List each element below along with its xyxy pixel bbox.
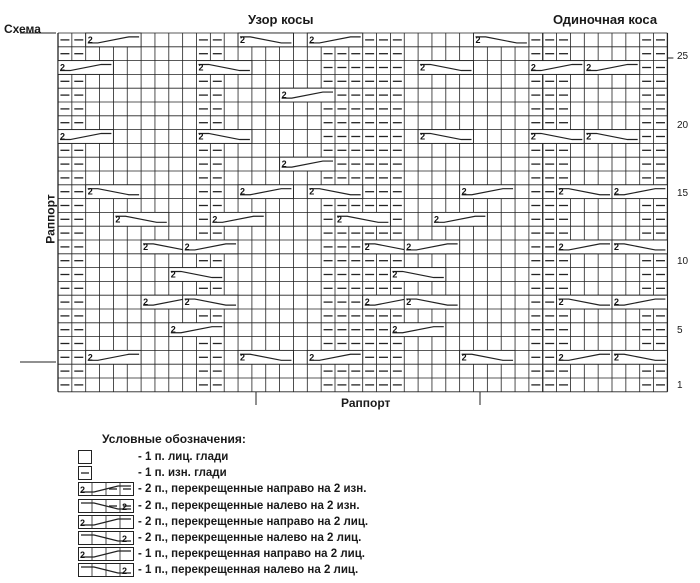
cable-cross-symbol	[557, 295, 612, 309]
legend-item-c1-left-knit	[78, 562, 638, 578]
stitch-count-label: 2	[586, 62, 592, 73]
cable-cross-symbol	[169, 268, 224, 282]
stitch-count-label: 2	[586, 131, 592, 142]
cable-cross-symbol	[612, 350, 667, 364]
stitch-count-label: 2	[364, 241, 370, 252]
stitch-count-label: 2	[240, 186, 246, 197]
cable-cross-symbol	[390, 268, 445, 282]
row-number: 1	[677, 380, 683, 391]
stitch-count-label: 2	[558, 297, 564, 308]
stitch-count-label: 2	[461, 186, 467, 197]
stitch-count-label: 2	[558, 241, 564, 252]
stitch-count-label: 2	[281, 90, 287, 101]
cable-cross-symbol	[169, 323, 224, 337]
cable-cross-symbol	[238, 185, 293, 199]
purl-stitch-icon	[78, 466, 134, 480]
cable-cross-symbol	[557, 240, 612, 254]
row-number: 5	[677, 325, 683, 336]
stitch-count-label: 2	[240, 34, 246, 45]
cable-cross-symbol	[307, 350, 362, 364]
stitch-count-label: 2	[281, 159, 287, 170]
stitch-count-label: 2	[60, 62, 66, 73]
legend-label: - 1 п., перекрещенная налево на 2 лиц.	[138, 564, 359, 577]
stitch-count-label: 2	[614, 186, 620, 197]
cable-cross-symbol	[612, 240, 667, 254]
cable-cross-symbol	[238, 350, 293, 364]
stitch-count-label: 2	[392, 269, 398, 280]
stitch-count-label: 2	[309, 186, 315, 197]
legend-item-c2-right-knit	[78, 514, 638, 530]
stitch-count-label: 2	[406, 241, 412, 252]
legend-label: - 1 п., перекрещенная направо на 2 лиц.	[138, 548, 365, 561]
cable-cross-symbol	[86, 33, 141, 47]
stitch-count-label: 2	[80, 517, 86, 528]
stitch-count-label: 2	[87, 186, 93, 197]
stitch-count-label: 2	[143, 297, 149, 308]
legend-item-c2-left-purl	[78, 498, 638, 514]
stitch-count-label: 2	[122, 534, 128, 545]
cross-right-knit-icon	[78, 515, 134, 529]
stitch-count-label: 2	[309, 352, 315, 363]
legend-label: - 2 п., перекрещенные налево на 2 изн.	[138, 499, 360, 512]
cable-cross-symbol	[390, 323, 445, 337]
cable-cross-symbol	[197, 130, 252, 144]
cable-cross-symbol	[584, 130, 639, 144]
legend-label: - 2 п., перекрещенные налево на 2 лиц.	[138, 532, 362, 545]
stitch-count-label: 2	[143, 241, 149, 252]
cable-cross-symbol	[307, 33, 362, 47]
stitch-count-label: 2	[614, 241, 620, 252]
legend-label: - 1 п. лиц. глади	[138, 451, 229, 464]
row-number: 10	[677, 256, 689, 267]
stitch-count-label: 2	[198, 131, 204, 142]
stitch-count-label: 2	[60, 131, 66, 142]
stitch-count-label: 2	[87, 34, 93, 45]
stitch-count-label: 2	[184, 241, 190, 252]
legend	[78, 432, 638, 579]
stitch-count-label: 2	[80, 550, 86, 561]
stitch-count-label: 2	[406, 297, 412, 308]
stitch-count-label: 2	[614, 297, 620, 308]
single-braid-title: Одиночная коса	[553, 12, 658, 27]
cable-cross-symbol	[612, 295, 667, 309]
row-number: 20	[677, 120, 689, 131]
braid-pattern-title: Узор косы	[248, 12, 314, 27]
stitch-count-label: 2	[115, 214, 121, 225]
cable-cross-symbol	[86, 185, 141, 199]
cable-cross-symbol	[584, 61, 639, 75]
single-cross-right-icon	[78, 547, 134, 561]
cable-cross-symbol	[113, 212, 168, 226]
legend-item-c2-right-purl	[78, 481, 638, 497]
stitch-count-label: 2	[80, 485, 86, 496]
cross-left-purl-icon	[78, 499, 134, 513]
legend-item-purl	[78, 465, 638, 481]
cable-cross-symbol	[280, 88, 335, 102]
cable-cross-symbol	[529, 61, 584, 75]
stitch-count-label: 2	[530, 62, 536, 73]
stitch-count-label: 2	[433, 214, 439, 225]
cable-cross-symbol	[210, 212, 265, 226]
chart-title: Схема	[4, 22, 41, 36]
legend-title: Условные обозначения:	[102, 432, 246, 446]
stitch-count-label: 2	[309, 34, 315, 45]
stitch-count-label: 2	[530, 131, 536, 142]
symbol-box	[79, 451, 92, 464]
cable-cross-symbol	[418, 61, 473, 75]
cross-right-purl-icon	[78, 482, 134, 496]
cable-cross-symbol	[612, 185, 667, 199]
single-cross-left-icon	[78, 563, 134, 577]
stitch-count-label: 2	[364, 297, 370, 308]
cable-cross-symbol	[432, 212, 487, 226]
cable-cross-symbol	[404, 295, 459, 309]
cable-cross-symbol	[557, 350, 612, 364]
row-number: 15	[677, 188, 689, 199]
stitch-count-label: 2	[461, 352, 467, 363]
repeat-label-bottom: Раппорт	[341, 396, 391, 410]
cable-cross-symbol	[418, 130, 473, 144]
cable-cross-symbol	[474, 33, 529, 47]
cable-cross-symbol	[460, 185, 515, 199]
cable-cross-symbol	[58, 130, 113, 144]
stitch-count-label: 2	[170, 269, 176, 280]
cable-cross-symbol	[335, 212, 390, 226]
cable-cross-symbol	[238, 33, 293, 47]
stitch-count-label: 2	[122, 501, 128, 512]
legend-item-knit	[78, 449, 638, 465]
row-number: 25	[677, 51, 689, 62]
stitch-count-label: 2	[558, 352, 564, 363]
stitch-count-label: 2	[170, 324, 176, 335]
stitch-count-label: 2	[420, 131, 426, 142]
legend-item-c1-right-knit	[78, 546, 638, 562]
stitch-count-label: 2	[614, 352, 620, 363]
legend-label: - 2 п., перекрещенные направо на 2 изн.	[138, 483, 367, 496]
cable-cross-symbol	[307, 185, 362, 199]
cable-cross-symbol	[197, 61, 252, 75]
stitch-count-label: 2	[87, 352, 93, 363]
stitch-count-label: 2	[420, 62, 426, 73]
cable-cross-symbol	[86, 350, 141, 364]
stitch-count-label: 2	[475, 34, 481, 45]
stitch-count-label: 2	[240, 352, 246, 363]
stitch-count-label: 2	[337, 214, 343, 225]
cable-cross-symbol	[183, 240, 238, 254]
knit-stitch-icon	[78, 450, 134, 464]
cable-cross-symbol	[529, 130, 584, 144]
stitch-count-label: 2	[558, 186, 564, 197]
stitch-count-label: 2	[392, 324, 398, 335]
cable-cross-symbol	[280, 157, 335, 171]
legend-item-c2-left-knit	[78, 530, 638, 546]
stitch-count-label: 2	[198, 62, 204, 73]
legend-label: - 2 п., перекрещенные направо на 2 лиц.	[138, 515, 369, 528]
legend-label: - 1 п. изн. глади	[138, 467, 227, 480]
stitch-count-label: 2	[184, 297, 190, 308]
repeat-label-side: Раппорт	[43, 194, 58, 244]
cable-cross-symbol	[460, 350, 515, 364]
cable-cross-symbol	[183, 295, 238, 309]
stitch-count-label: 2	[122, 566, 128, 577]
stitch-count-label: 2	[212, 214, 218, 225]
cable-cross-symbol	[557, 185, 612, 199]
cable-cross-symbol	[58, 61, 113, 75]
cable-cross-symbol	[404, 240, 459, 254]
cross-left-knit-icon	[78, 531, 134, 545]
